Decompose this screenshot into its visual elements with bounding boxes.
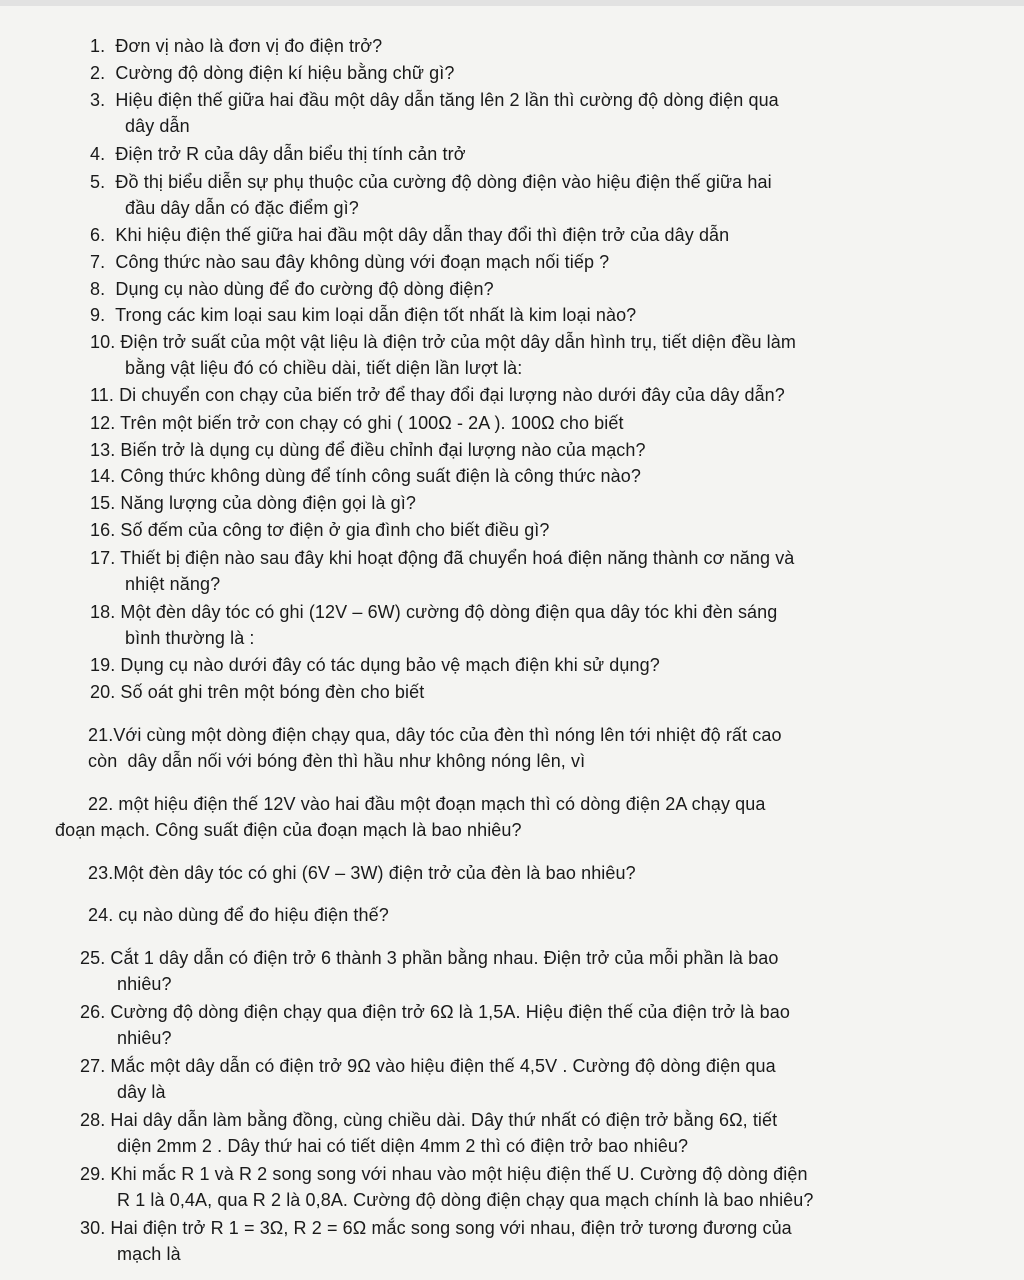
question-22-line-2: đoạn mạch. Công suất điện của đoạn mạch là bao nhiêu? (55, 820, 522, 840)
question-8-line-1: 8. Dụng cụ nào dùng để đo cường độ dòng điện? (90, 279, 494, 299)
question-27-line-2: dây là (117, 1082, 166, 1102)
question-15-line-1: 15. Năng lượng của dòng điện gọi là gì? (90, 493, 416, 513)
question-23-line-1: 23.Một đèn dây tóc có ghi (6V – 3W) điện trở của đèn là bao nhiêu? (88, 863, 636, 883)
question-20-line-1: 20. Số oát ghi trên một bóng đèn cho biết (90, 682, 425, 702)
question-16-line-1: 16. Số đếm của công tơ điện ở gia đình cho biết điều gì? (90, 520, 550, 540)
question-22-line-1: 22. một hiệu điện thế 12V vào hai đầu một đoạn mạch thì có dòng điện 2A chạy qua (88, 794, 766, 814)
question-7-line-1: 7. Công thức nào sau đây không dùng với đoạn mạch nối tiếp ? (90, 252, 610, 272)
question-1-line-1: 1. Đơn vị nào là đơn vị đo điện trở? (90, 36, 383, 56)
question-4-line-1: 4. Điện trở R của dây dẫn biểu thị tính cản trở (90, 144, 466, 164)
question-3-line-2: dây dẫn (125, 116, 190, 136)
question-2-line-1: 2. Cường độ dòng điện kí hiệu bằng chữ gì? (90, 63, 455, 83)
question-10-line-1: 10. Điện trở suất của một vật liệu là điện trở của một dây dẫn hình trụ, tiết diện đều làm (90, 332, 796, 352)
question-29-line-1: 29. Khi mắc R 1 và R 2 song song với nhau vào một hiệu điện thế U. Cường độ dòng điện (80, 1164, 808, 1184)
question-3-line-1: 3. Hiệu điện thế giữa hai đầu một dây dẫn tăng lên 2 lần thì cường độ dòng điện qua (90, 90, 779, 110)
question-5-line-1: 5. Đồ thị biểu diễn sự phụ thuộc của cường độ dòng điện vào hiệu điện thế giữa hai (90, 172, 772, 192)
question-24-line-1: 24. cụ nào dùng để đo hiệu điện thế? (88, 905, 389, 925)
question-17-line-1: 17. Thiết bị điện nào sau đây khi hoạt động đã chuyển hoá điện năng thành cơ năng và (90, 548, 795, 568)
question-9-line-1: 9. Trong các kim loại sau kim loại dẫn điện tốt nhất là kim loại nào? (90, 305, 637, 325)
question-5-line-2: đầu dây dẫn có đặc điểm gì? (125, 198, 359, 218)
question-25-line-2: nhiêu? (117, 974, 172, 994)
question-26-line-2: nhiêu? (117, 1028, 172, 1048)
question-21-line-2: còn dây dẫn nối với bóng đèn thì hầu như không nóng lên, vì (88, 751, 586, 771)
question-12-line-1: 12. Trên một biến trở con chạy có ghi ( 100Ω - 2A ). 100Ω cho biết (90, 413, 624, 433)
question-30-line-2: mạch là (117, 1244, 181, 1264)
question-10-line-2: bằng vật liệu đó có chiều dài, tiết diện lần lượt là: (125, 358, 523, 378)
question-19-line-1: 19. Dụng cụ nào dưới đây có tác dụng bảo vệ mạch điện khi sử dụng? (90, 655, 660, 675)
top-edge (0, 0, 1024, 6)
question-27-line-1: 27. Mắc một dây dẫn có điện trở 9Ω vào hiệu điện thế 4,5V . Cường độ dòng điện qua (80, 1056, 776, 1076)
question-30-line-1: 30. Hai điện trở R 1 = 3Ω, R 2 = 6Ω mắc song song với nhau, điện trở tương đương của (80, 1218, 792, 1238)
question-6-line-1: 6. Khi hiệu điện thế giữa hai đầu một dây dẫn thay đổi thì điện trở của dây dẫn (90, 225, 730, 245)
question-25-line-1: 25. Cắt 1 dây dẫn có điện trở 6 thành 3 phần bằng nhau. Điện trở của mỗi phần là bao (80, 948, 779, 968)
question-18-line-1: 18. Một đèn dây tóc có ghi (12V – 6W) cường độ dòng điện qua dây tóc khi đèn sáng (90, 602, 778, 622)
question-21-line-1: 21.Với cùng một dòng điện chạy qua, dây tóc của đèn thì nóng lên tới nhiệt độ rất cao (88, 725, 782, 745)
question-28-line-2: diện 2mm 2 . Dây thứ hai có tiết diện 4mm 2 thì có điện trở bao nhiêu? (117, 1136, 689, 1156)
question-14-line-1: 14. Công thức không dùng để tính công suất điện là công thức nào? (90, 466, 641, 486)
question-17-line-2: nhiệt năng? (125, 574, 221, 594)
question-11-line-1: 11. Di chuyển con chạy của biến trở để thay đổi đại lượng nào dưới đây của dây dẫn? (90, 385, 785, 405)
question-29-line-2: R 1 là 0,4A, qua R 2 là 0,8A. Cường độ dòng điện chạy qua mạch chính là bao nhiêu? (117, 1190, 814, 1210)
question-28-line-1: 28. Hai dây dẫn làm bằng đồng, cùng chiều dài. Dây thứ nhất có điện trở bằng 6Ω, tiết (80, 1110, 778, 1130)
question-18-line-2: bình thường là : (125, 628, 255, 648)
question-26-line-1: 26. Cường độ dòng điện chạy qua điện trở 6Ω là 1,5A. Hiệu điện thế của điện trở là bao (80, 1002, 790, 1022)
question-13-line-1: 13. Biến trở là dụng cụ dùng để điều chỉnh đại lượng nào của mạch? (90, 440, 646, 460)
